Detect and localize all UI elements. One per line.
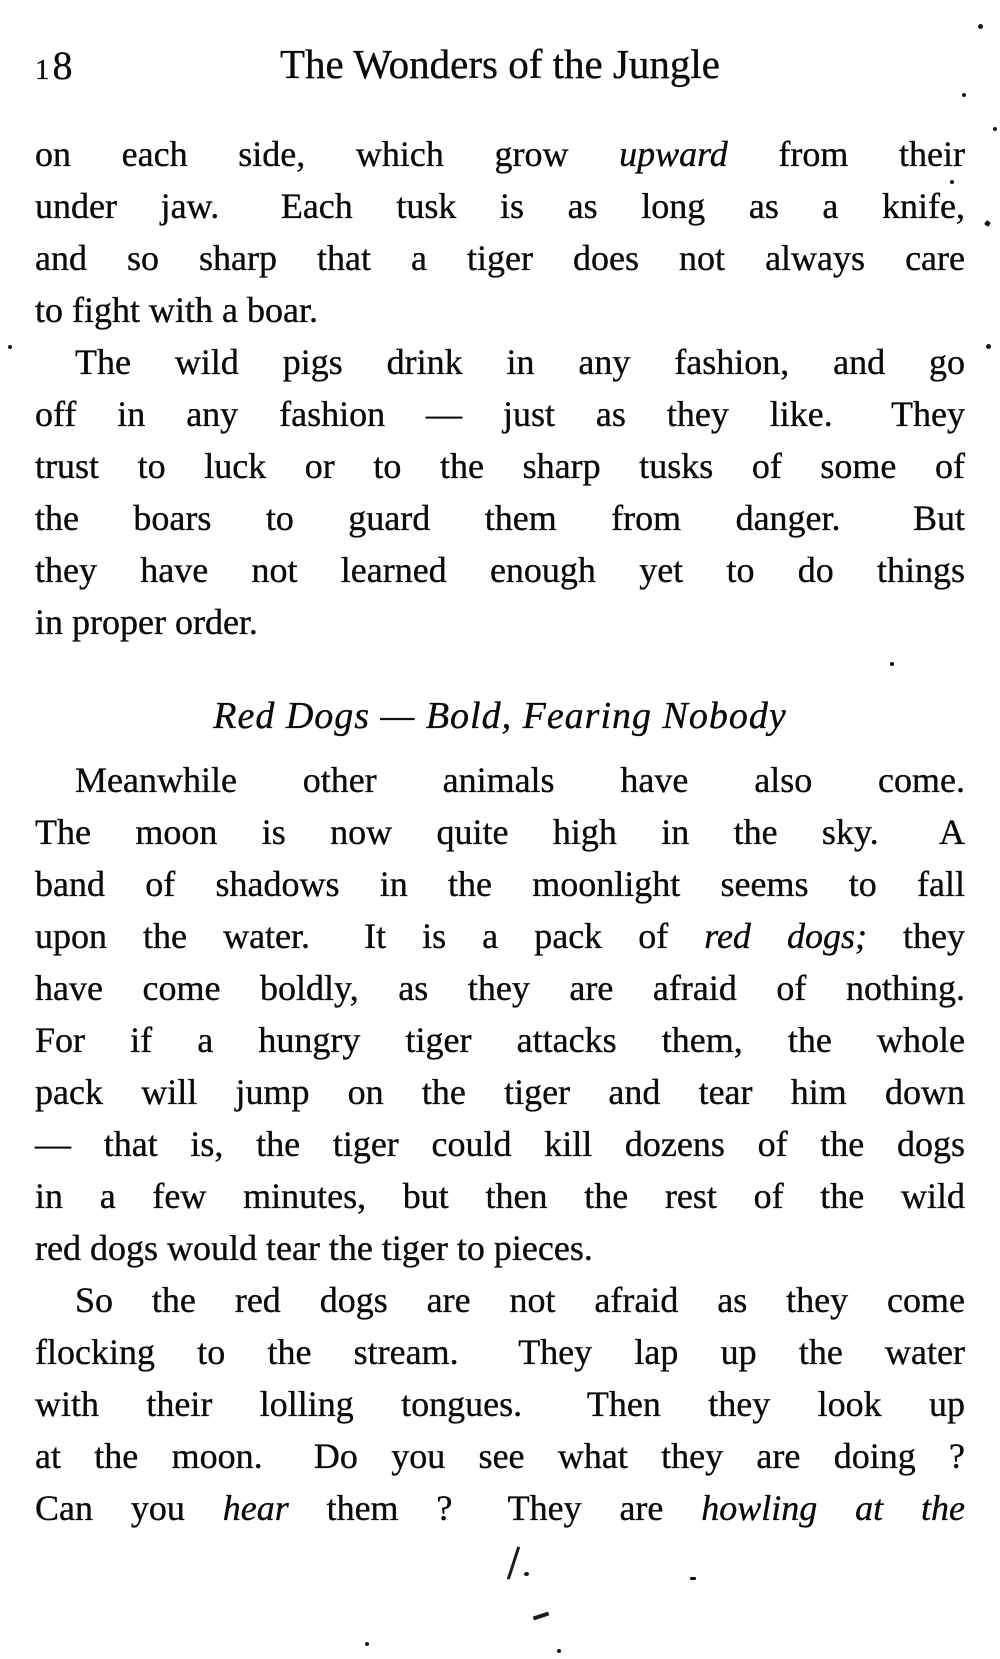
text-line: to fight with a boar.	[35, 290, 318, 330]
paragraph	[35, 754, 965, 1274]
text-line: The moon is now quite high in the sky. A	[35, 812, 965, 852]
page-header	[35, 38, 965, 90]
ink-speck	[524, 1572, 529, 1576]
text-block	[35, 38, 965, 1534]
paragraph	[35, 1274, 965, 1534]
text-line: have come boldly, as they are afraid of nothing.	[35, 968, 965, 1008]
text-line: on each side, which grow upward from their	[35, 134, 966, 174]
ink-speck	[962, 93, 966, 97]
page-number: 18	[35, 43, 76, 88]
paragraph	[35, 128, 965, 336]
text-line: at the moon. Do you see what they are doing ?	[35, 1436, 965, 1476]
running-title: The Wonders of the Jungle	[279, 41, 720, 87]
ink-speck	[890, 662, 894, 666]
text-line: So the red dogs are not afraid as they come	[75, 1280, 965, 1320]
section-heading: Red Dogs — Bold, Fearing Nobody	[213, 695, 787, 737]
text-line: red dogs would tear the tiger to pieces.	[35, 1228, 593, 1268]
text-line: Can you hear them ? They are howling at the	[35, 1488, 965, 1528]
text-line: under jaw. Each tusk is as long as a knife,	[35, 186, 965, 226]
text-line: with their lolling tongues. Then they look up	[35, 1384, 965, 1424]
ink-scratch	[533, 1612, 549, 1621]
ink-speck	[365, 1642, 369, 1646]
ink-speck	[978, 24, 983, 29]
paragraph	[35, 336, 965, 648]
text-line: they have not learned enough yet to do things	[35, 550, 965, 590]
text-line: the boars to guard them from danger. But	[35, 498, 965, 538]
text-line: For if a hungry tiger attacks them, the whole	[35, 1020, 965, 1060]
ink-speck	[984, 220, 991, 227]
ink-speck	[986, 344, 991, 349]
text-line: The wild pigs drink in any fashion, and go	[75, 342, 965, 382]
text-line: upon the water. It is a pack of red dogs; they	[35, 916, 965, 956]
ink-speck	[690, 1577, 696, 1580]
text-line: band of shadows in the moonlight seems to fall	[35, 864, 965, 904]
text-line: Meanwhile other animals have also come.	[75, 760, 965, 800]
text-line: pack will jump on the tiger and tear him down	[35, 1072, 965, 1112]
text-line: in a few minutes, but then the rest of the wild	[35, 1176, 965, 1216]
ink-speck	[950, 180, 954, 184]
text-line: — that is, the tiger could kill dozens of the dogs	[35, 1124, 965, 1164]
text-line: trust to luck or to the sharp tusks of some of	[35, 446, 965, 486]
content	[35, 128, 965, 1534]
ink-speck	[993, 127, 997, 131]
ink-scratch	[507, 1546, 520, 1579]
text-line: and so sharp that a tiger does not always care	[35, 238, 965, 278]
text-line: flocking to the stream. They lap up the water	[35, 1332, 965, 1372]
ink-speck	[557, 1649, 561, 1653]
text-line: in proper order.	[35, 602, 258, 642]
ink-speck	[8, 345, 12, 349]
text-line: off in any fashion — just as they like. They	[35, 394, 965, 434]
